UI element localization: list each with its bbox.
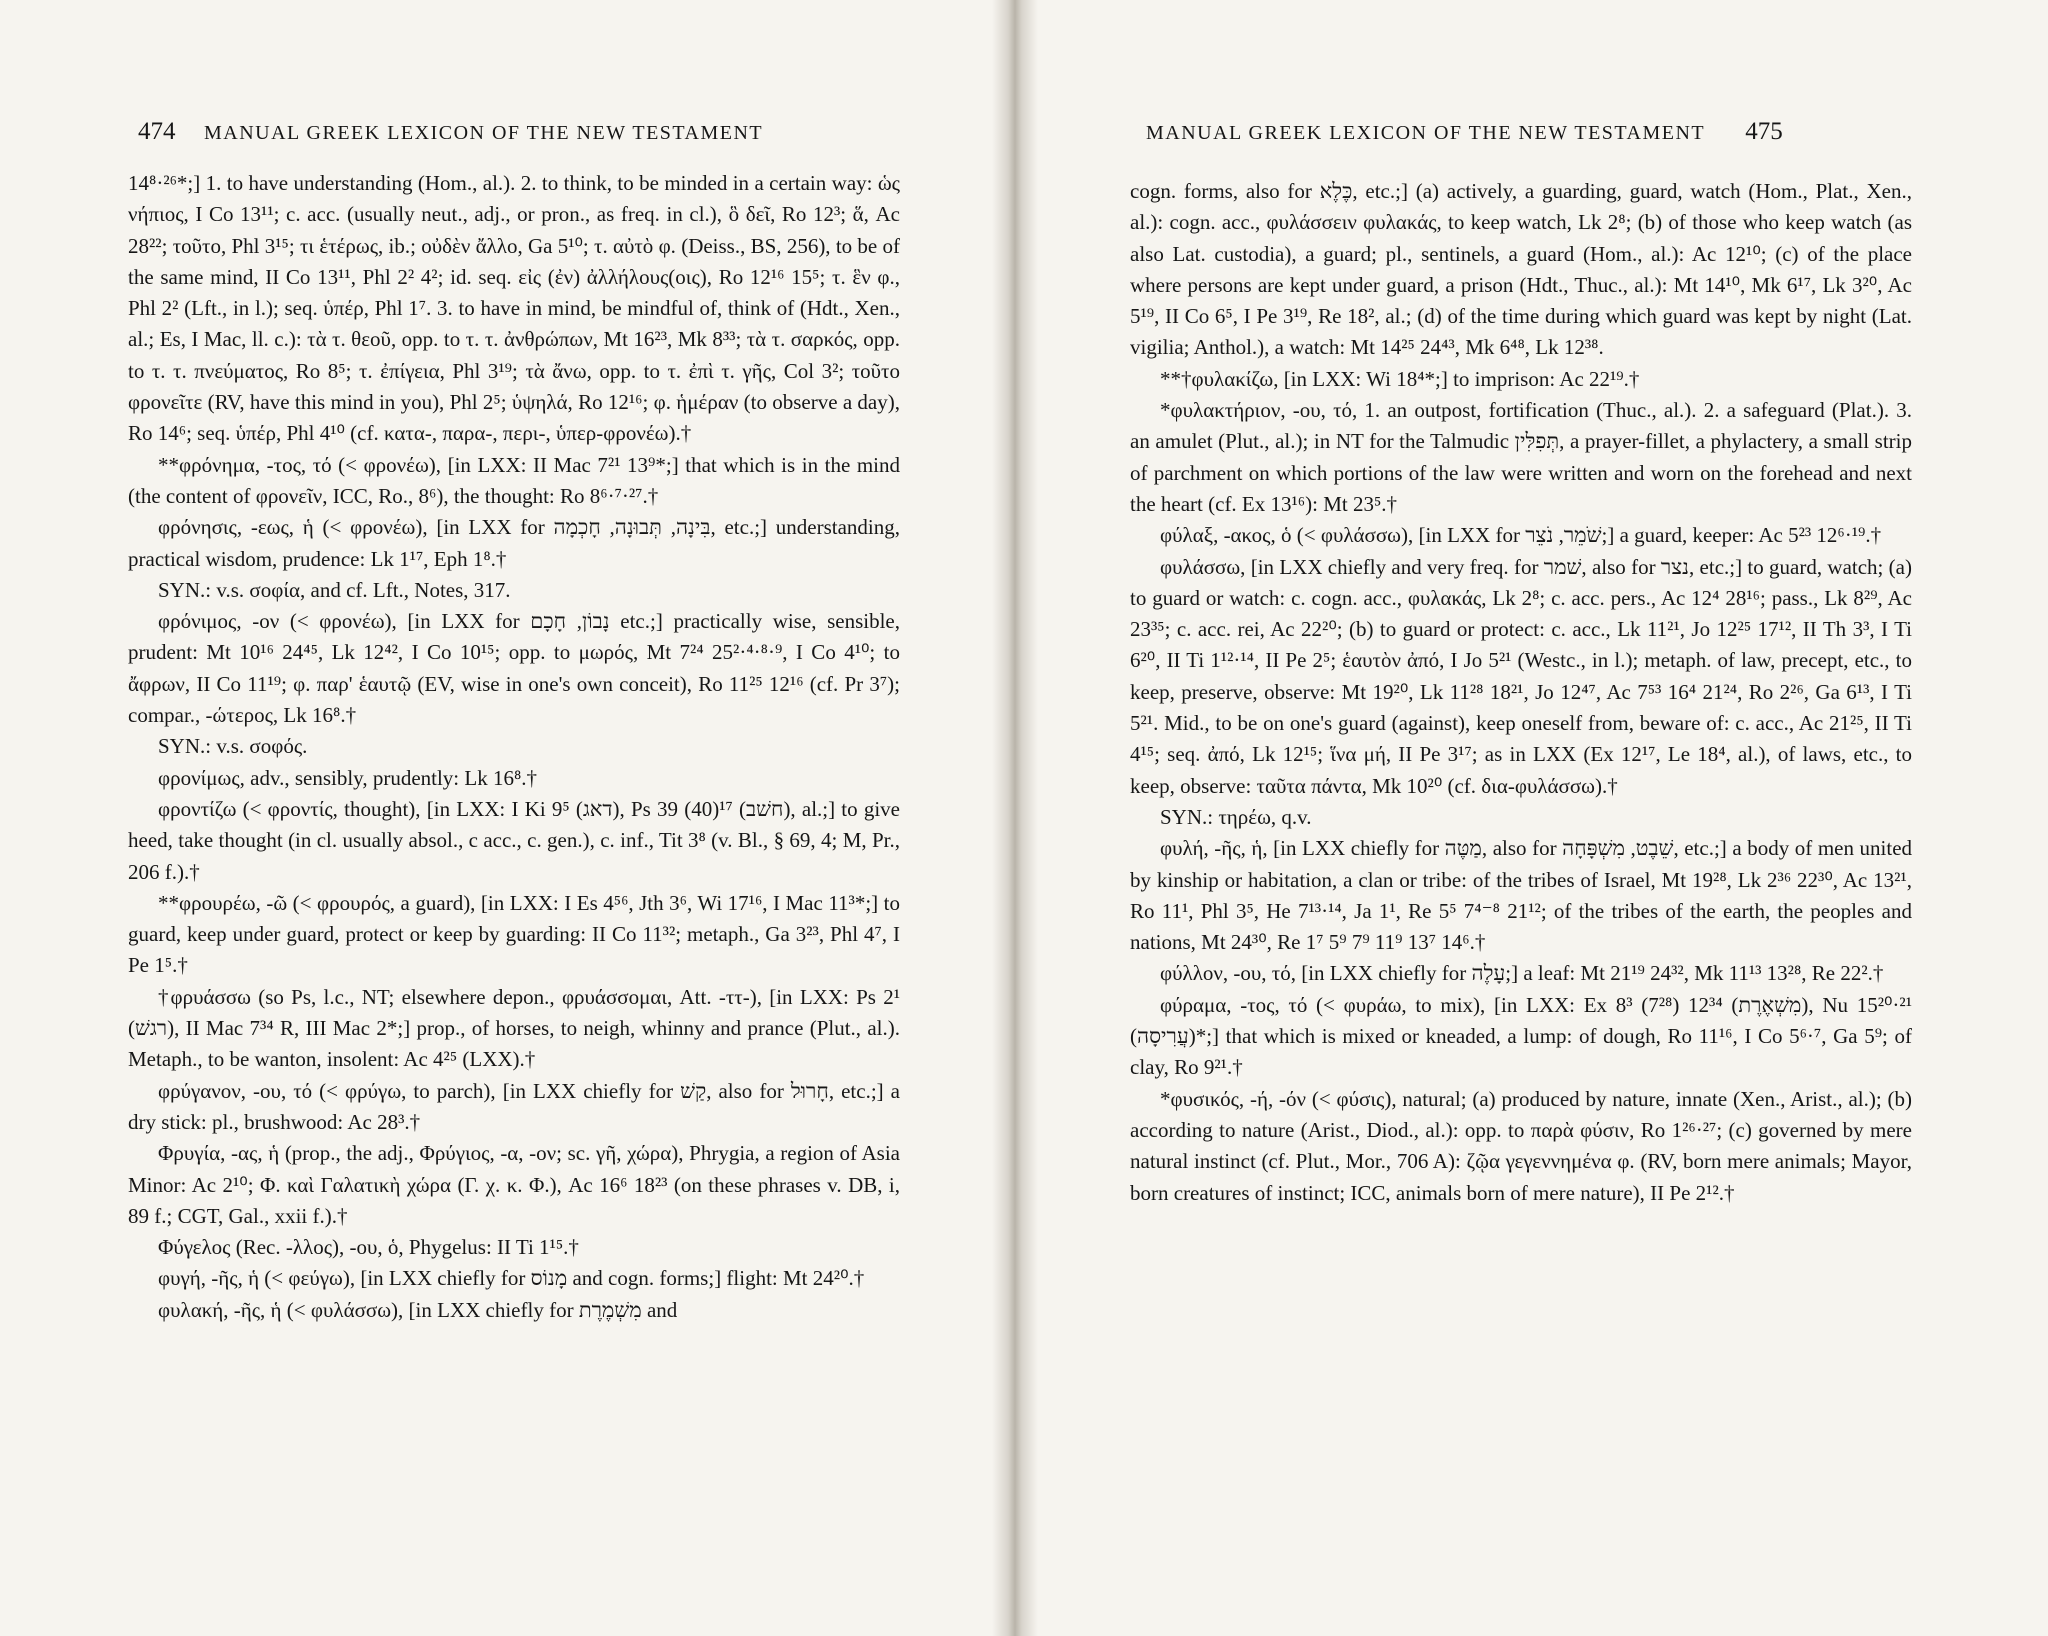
entry: **φρόνημα, -τος, τό (< φρονέω), [in LXX: II Mac 7²¹ 13⁹*;] that which is in the mind (the content of φρονεῖν, ICC, Ro., 8⁶), the thought: Ro 8⁶·⁷·²⁷.†	[128, 452, 900, 508]
right-running-head	[1146, 118, 1906, 146]
entry: φροντίζω (< φροντίς, thought), [in LXX: I Ki 9⁵ (דאג), Ps 39 (40)¹⁷ (חשׁב), al.;] to give heed, take thought (in cl. usually absol., c acc., c. gen.), c. inf., Tit 3⁸ (v. Bl., § 69, 4; M, Pr., 206 f.).†	[128, 796, 901, 884]
entry: φρόνιμος, -ον (< φρονέω), [in LXX for נָבוֹן, חָכָם etc.;] practically wise, sensible, prudent: Mt 10¹⁶ 24⁴⁵, Lk 12⁴², I Co 10¹⁵; opp. to μωρός, Mt 7²⁴ 25²·⁴·⁸·⁹, I Co 4¹⁰; to ἄφρων, II Co 11¹⁹; φ. παρ' ἑαυτῷ (EV, wise in one's own conceit), Ro 11²⁵ 12¹⁶ (cf. Pr 3⁷); compar., -ώτερος, Lk 16⁸.†	[128, 609, 900, 728]
entry: **φρουρέω, -ῶ (< φρουρός, a guard), [in LXX: I Es 4⁵⁶, Jth 3⁶, Wi 17¹⁶, I Mac 11³*;] to guard, keep under guard, protect or keep by guarding: II Co 11³²; metaph., Ga 3²³, Phl 4⁷, I Pe 1⁵.†	[128, 890, 900, 978]
entry: φύραμα, -τος, τό (< φυράω, to mix), [in LXX: Ex 8³ (7²⁸) 12³⁴ (מִשְׁאֶרֶת), Nu 15²⁰·²¹ (עֲרִיסָה)*;] that which is mixed or kneaded, a lump: of dough, Ro 11¹⁶, I Co 5⁶·⁷, Ga 5⁹; of clay, Ro 9²¹.†	[1130, 992, 1912, 1080]
entry: Φρυγία, -ας, ἡ (prop., the adj., Φρύγιος, -α, -ον; sc. γῆ, χώρα), Phrygia, a region of Asia Minor: Ac 2¹⁰; Φ. καὶ Γαλατικὴ χώρα (Γ. χ. κ. Φ.), Ac 16⁶ 18²³ (on these phrases v. DB, i, 89 f.; CGT, Gal., xxii f.).†	[128, 1141, 900, 1228]
entry: φρόνησις, -εως, ἡ (< φρονέω), [in LXX for בִּינָה, תְּבוּנָה, חָכְמָה, etc.;] understanding, practical wisdom, prudence: Lk 1¹⁷, Eph 1⁸.†	[128, 515, 900, 571]
entry: 14⁸·²⁶*;] 1. to have understanding (Hom., al.). 2. to think, to be minded in a certain way: ὡς νήπιος, I Co 13¹¹; c. acc. (usually neut., adj., or pron., as freq. in cl.), ὃ δεῖ, Ro 12³; ἅ, Ac 28²²; τοῦτο, Phl 3¹⁵; τι ἑτέρως, ib.; οὐδὲν ἄλλο, Ga 5¹⁰; τ. αὐτὸ φ. (Deiss., BS, 256), to be of the same mind, II Co 13¹¹, Phl 2² 4²; id. seq. εἰς (ἐν) ἀλλήλους(οις), Ro 12¹⁶ 15⁵; τ. ἓν φ., Phl 2² (Lft., in l.); seq. ὑπέρ, Phl 1⁷. 3. to have in mind, be mindful of, think of (Hdt., Xen., al.; Es, I Mac, ll. c.): τὰ τ. θεοῦ, opp. to τ. τ. ἀνθρώπων, Mt 16²³, Mk 8³³; τὰ τ. σαρκός, opp. to τ. τ. πνεύματος, Ro 8⁵; τ. ἐπίγεια, Phl 3¹⁹; τὰ ἄνω, opp. to τ. ἐπὶ τ. γῆς, Col 3²; τοῦτο φρονεῖτε (RV, have this mind in you), Phl 2⁵; ὑψηλά, Ro 12¹⁶; φ. ἡμέραν (to observe a day), Ro 14⁶; seq. ὑπέρ, Phl 4¹⁰ (cf. κατα-, παρα-, περι-, ὑπερ-φρονέω).†	[128, 171, 900, 446]
entry: SYN.: v.s. σοφός.	[158, 734, 308, 759]
entry: φρύγανον, -ου, τό (< φρύγω, to parch), [in LXX chiefly for קַשׁ, also for חָרוּל, etc.;] a dry stick: pl., brushwood: Ac 28³.†	[128, 1078, 900, 1134]
entry: φυγή, -ῆς, ἡ (< φεύγω), [in LXX chiefly for מָנוֹס and cogn. forms;] flight: Mt 24²⁰.†	[158, 1266, 865, 1291]
entry: φυλάσσω, [in LXX chiefly and very freq. for שׁמר, also for נצר, etc.;] to guard, watch; (a) to guard or watch: c. cogn. acc., φυλακάς, Lk 2⁸; c. acc. pers., Ac 12⁴ 28¹⁶; pass., Lk 8²⁹, Ac 23³⁵; c. acc. rei, Ac 22²⁰; (b) to guard or protect: c. acc., Lk 11²¹, Jo 12²⁵ 17¹², II Th 3³, I Ti 6²⁰, II Ti 1¹²·¹⁴, II Pe 2⁵; ἑαυτὸν ἀπό, I Jo 5²¹ (Westc., in l.); metaph. of law, precept, etc., to keep, preserve, observe: Mt 19²⁰, Lk 11²⁸ 18²¹, Jo 12⁴⁷, Ac 7⁵³ 16⁴ 21²⁴, Ro 2²⁶, Ga 6¹³, I Ti 5²¹. Mid., to be on one's guard (against), keep oneself from, beware of: c. acc., Ac 21²⁵, II Ti 4¹⁵; seq. ἀπό, Lk 12¹⁵; ἵνα μή, II Pe 3¹⁷; as in LXX (Ex 12¹⁷, Le 18⁴, al.), of laws, etc., to keep, observe: ταῦτα πάντα, Mk 10²⁰ (cf. δια-φυλάσσω).†	[1130, 554, 1912, 798]
entry: Φύγελος (Rec. -λλος), -ου, ὁ, Phygelus: II Ti 1¹⁵.†	[158, 1235, 579, 1260]
right-page-number: 475	[1745, 118, 1783, 145]
left-page-number: 474	[138, 118, 176, 145]
entry: SYN.: τηρέω, q.v.	[1160, 804, 1312, 829]
entry: φύλλον, -ου, τό, [in LXX chiefly for עָלֶה;] a leaf: Mt 21¹⁹ 24³², Mk 11¹³ 13²⁸, Re 22².†	[1160, 961, 1884, 986]
entry: φυλή, -ῆς, ἡ, [in LXX chiefly for מַטֶּה, also for שֵׁבֶט, מִשְׁפָּחָה, etc.;] a body of men united by kinship or habitation, a clan or tribe: of the tribes of Israel, Mt 19²⁸, Lk 2³⁶ 22³⁰, Ac 13²¹, Ro 11¹, Phl 3⁵, He 7¹³·¹⁴, Ja 1¹, Re 5⁵ 7⁴⁻⁸ 21¹²; of the tribes of the earth, the peoples and nations, Mt 24³⁰, Re 1⁷ 5⁹ 7⁹ 11⁹ 13⁷ 14⁶.†	[1130, 836, 1913, 955]
entry: **†φυλακίζω, [in LXX: Wi 18⁴*;] to imprison: Ac 22¹⁹.†	[1160, 366, 1640, 391]
left-running-head-title: MANUAL GREEK LEXICON OF THE NEW TESTAMENT	[204, 122, 764, 144]
entry: SYN.: v.s. σοφία, and cf. Lft., Notes, 317.	[158, 577, 511, 602]
entry: *φυσικός, -ή, -όν (< φύσις), natural; (a) produced by nature, innate (Xen., Arist., al.); (b) according to nature (Arist., Diod., al.): opp. to παρὰ φύσιν, Ro 1²⁶·²⁷; (c) governed by mere natural instinct (cf. Plut., Mor., 706 A): ζῷα γεγεννημένα φ. (RV, born mere animals; Mayor, born creatures of instinct; ICC, animals born of mere nature), II Pe 2¹².†	[1130, 1086, 1912, 1205]
entry: φυλακή, -ῆς, ἡ (< φυλάσσω), [in LXX chiefly for מִשְׁמֶרֶת and	[158, 1297, 678, 1322]
right-page	[1012, 0, 2048, 1636]
left-running-head	[138, 118, 878, 146]
entry: φύλαξ, -ακος, ὁ (< φυλάσσω), [in LXX for שֹׁמֵר, נֹצֵר;] a guard, keeper: Ac 5²³ 12⁶·¹⁹.†	[1160, 523, 1882, 548]
right-body-text	[1130, 176, 1912, 1209]
left-page	[0, 0, 1012, 1636]
entry: cogn. forms, also for כֶּלֶא, etc.;] (a) actively, a guarding, guard, watch (Hom., Plat., Xen., al.): cogn. acc., φυλάσσειν φυλακάς, to keep watch, Lk 2⁸; (b) of those who keep watch (as also Lat. custodia), a guard; pl., sentinels, a guard (Hom., al.): Ac 12¹⁰; (c) of the place where persons are kept under guard, a prison (Hdt., Thuc., al.): Mt 14¹⁰, Mk 6¹⁷, Lk 3²⁰, Ac 5¹⁹, II Co 6⁵, I Pe 3¹⁹, Re 18², al.; (d) of the time during which guard was kept by night (Lat. vigilia; Anthol.), a watch: Mt 14²⁵ 24⁴³, Mk 6⁴⁸, Lk 12³⁸.	[1130, 179, 1912, 360]
right-running-head-title: MANUAL GREEK LEXICON OF THE NEW TESTAMENT	[1146, 122, 1705, 144]
entry: †φρυάσσω (so Ps, l.c., NT; elsewhere depon., φρυάσσομαι, Att. -ττ-), [in LXX: Ps 2¹ (רגשׁ), II Mac 7³⁴ R, III Mac 2*;] prop., of horses, to neigh, whinny and prance (Plut., al.). Metaph., to be wanton, insolent: Ac 4²⁵ (LXX).†	[128, 984, 900, 1072]
left-body-text	[128, 168, 900, 1326]
entry: *φυλακτήριον, -ου, τό, 1. an outpost, fortification (Thuc., al.). 2. a safeguard (Plat.). 3. an amulet (Plut., al.); in NT for the Talmudic תְּפִלִּין, a prayer-fillet, a phylactery, a small strip of parchment on which portions of the law were written and worn on the forehead and next the heart (cf. Ex 13¹⁶): Mt 23⁵.†	[1130, 398, 1912, 516]
book-gutter	[992, 0, 1038, 1636]
entry: φρονίμως, adv., sensibly, prudently: Lk 16⁸.†	[158, 765, 538, 790]
